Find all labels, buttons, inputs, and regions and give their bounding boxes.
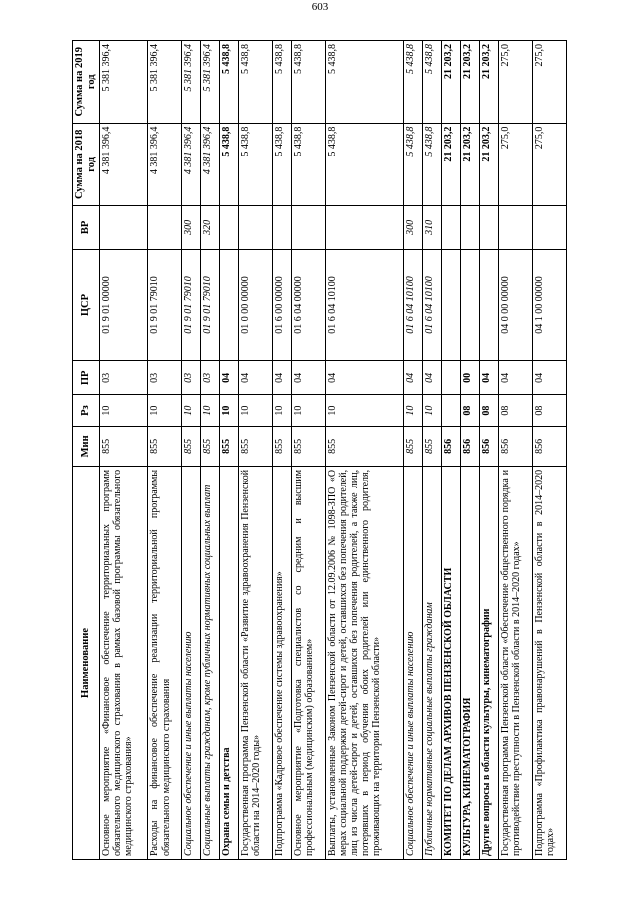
cell-sum-2019: 21 203,2: [442, 41, 461, 124]
header-min: Мин: [73, 426, 100, 466]
cell-name: Расходы на финансовое обеспечение реализации территориальной программы обязательного медицинского страхования: [148, 466, 182, 859]
cell-sum-2019: 5 438,8: [220, 41, 239, 124]
cell-csr: 01 6 00 00000: [272, 249, 291, 361]
cell-name: КОМИТЕТ ПО ДЕЛАМ АРХИВОВ ПЕНЗЕНСКОЙ ОБЛАСТИ: [442, 466, 461, 859]
cell-pr: 04: [325, 361, 404, 395]
cell-sum-2019: 5 381 396,4: [148, 41, 182, 124]
cell-pr: 03: [182, 361, 201, 395]
cell-sum-2018: 5 438,8: [404, 123, 423, 206]
cell-rz: 08: [532, 395, 566, 427]
cell-sum-2019: 21 203,2: [480, 41, 499, 124]
rotated-table-container: [72, 40, 567, 860]
cell-vr: [461, 206, 480, 250]
cell-min: 855: [148, 426, 182, 466]
cell-name: Охрана семьи и детства: [220, 466, 239, 859]
cell-rz: 10: [325, 395, 404, 427]
cell-pr: 03: [148, 361, 182, 395]
cell-min: 855: [272, 426, 291, 466]
header-sum-2019: Сумма на 2019 год: [73, 41, 100, 124]
cell-csr: 01 6 04 10100: [404, 249, 423, 361]
cell-vr: [325, 206, 404, 250]
table-row: [423, 41, 442, 860]
cell-sum-2018: 5 438,8: [220, 123, 239, 206]
cell-name: Подпрограмма «Профилактика правонарушений в Пензенской области в 2014–2020 годах»: [532, 466, 566, 859]
cell-csr: [480, 249, 499, 361]
cell-rz: 10: [201, 395, 220, 427]
table-row: [220, 41, 239, 860]
cell-name: КУЛЬТУРА, КИНЕМАТОГРАФИЯ: [461, 466, 480, 859]
cell-csr: 01 6 04 10100: [325, 249, 404, 361]
cell-sum-2018: 5 438,8: [325, 123, 404, 206]
cell-vr: 300: [404, 206, 423, 250]
budget-table: [72, 40, 567, 860]
cell-vr: [499, 206, 533, 250]
cell-rz: 10: [404, 395, 423, 427]
cell-pr: 03: [201, 361, 220, 395]
cell-sum-2018: 5 438,8: [291, 123, 325, 206]
cell-sum-2019: 5 381 396,4: [182, 41, 201, 124]
cell-rz: 08: [480, 395, 499, 427]
cell-sum-2019: 5 438,8: [291, 41, 325, 124]
cell-csr: 01 6 04 00000: [291, 249, 325, 361]
cell-rz: [442, 395, 461, 427]
cell-sum-2019: 275,0: [532, 41, 566, 124]
cell-min: 855: [220, 426, 239, 466]
header-csr: ЦСР: [73, 249, 100, 361]
cell-sum-2018: 5 438,8: [239, 123, 273, 206]
cell-pr: 04: [291, 361, 325, 395]
header-rz: Рз: [73, 395, 100, 427]
cell-pr: 00: [461, 361, 480, 395]
table-row: [532, 41, 566, 860]
table-row: [480, 41, 499, 860]
cell-sum-2018: 21 203,2: [461, 123, 480, 206]
cell-sum-2019: 21 203,2: [461, 41, 480, 124]
cell-sum-2019: 5 381 396,4: [201, 41, 220, 124]
cell-rz: 10: [423, 395, 442, 427]
cell-csr: 01 9 01 79010: [148, 249, 182, 361]
cell-min: 856: [442, 426, 461, 466]
cell-name: Другие вопросы в области культуры, кинематографии: [480, 466, 499, 859]
table-row: [404, 41, 423, 860]
cell-vr: [220, 206, 239, 250]
cell-vr: [99, 206, 148, 250]
cell-min: 855: [325, 426, 404, 466]
cell-pr: 04: [480, 361, 499, 395]
table-row: [272, 41, 291, 860]
cell-name: Подпрограмма «Кадровое обеспечение системы здравоохранения»: [272, 466, 291, 859]
cell-sum-2018: 4 381 396,4: [182, 123, 201, 206]
cell-min: 856: [461, 426, 480, 466]
cell-pr: 03: [99, 361, 148, 395]
cell-csr: 01 9 01 79010: [201, 249, 220, 361]
cell-name: Социальные выплаты гражданам, кроме публичных нормативных социальных выплат: [201, 466, 220, 859]
cell-name: Социальное обеспечение и иные выплаты населению: [404, 466, 423, 859]
cell-rz: 10: [148, 395, 182, 427]
cell-vr: 310: [423, 206, 442, 250]
table-row: [201, 41, 220, 860]
cell-csr: 01 9 01 00000: [99, 249, 148, 361]
cell-vr: 300: [182, 206, 201, 250]
cell-min: 855: [99, 426, 148, 466]
cell-vr: [239, 206, 273, 250]
cell-vr: [272, 206, 291, 250]
cell-rz: 10: [220, 395, 239, 427]
cell-rz: 10: [99, 395, 148, 427]
cell-min: 856: [480, 426, 499, 466]
cell-sum-2018: 275,0: [532, 123, 566, 206]
cell-sum-2018: 275,0: [499, 123, 533, 206]
cell-name: Государственная программа Пензенской области «Развитие здравоохранения Пензенской области на 2014–2020 годы»: [239, 466, 273, 859]
cell-rz: 08: [461, 395, 480, 427]
cell-sum-2018: 5 438,8: [423, 123, 442, 206]
cell-sum-2018: 21 203,2: [442, 123, 461, 206]
cell-name: Основное мероприятие «Финансовое обеспечение территориальных программ обязательного медицинского страхования в рамках базовой программы обязательного медицинского страхования»: [99, 466, 148, 859]
cell-vr: [291, 206, 325, 250]
cell-min: 855: [201, 426, 220, 466]
cell-csr: [220, 249, 239, 361]
cell-name: Основное мероприятие «Подготовка специалистов со средним и высшим профессиональным (медицинским) образованием»: [291, 466, 325, 859]
cell-csr: 01 6 04 10100: [423, 249, 442, 361]
header-sum-2018: Сумма на 2018 год: [73, 123, 100, 206]
table-row: [325, 41, 404, 860]
cell-sum-2019: 5 381 396,4: [99, 41, 148, 124]
table-row: [442, 41, 461, 860]
cell-pr: 04: [499, 361, 533, 395]
cell-name: Государственная программа Пензенской области «Обеспечение общественного порядка и противодействие преступности в Пензенской области в 2014–2020 годах»: [499, 466, 533, 859]
cell-pr: 04: [220, 361, 239, 395]
table-body: [99, 41, 567, 860]
cell-sum-2019: 5 438,8: [404, 41, 423, 124]
cell-pr: 04: [404, 361, 423, 395]
table-row: [99, 41, 148, 860]
cell-sum-2019: 5 438,8: [423, 41, 442, 124]
table-row: [499, 41, 533, 860]
table-row: [461, 41, 480, 860]
cell-rz: 10: [239, 395, 273, 427]
cell-csr: 01 0 00 00000: [239, 249, 273, 361]
header-vr: ВР: [73, 206, 100, 250]
cell-pr: [442, 361, 461, 395]
cell-rz: 10: [182, 395, 201, 427]
cell-sum-2019: 275,0: [499, 41, 533, 124]
cell-csr: [442, 249, 461, 361]
cell-csr: [461, 249, 480, 361]
table-row: [148, 41, 182, 860]
cell-min: 856: [532, 426, 566, 466]
cell-vr: [480, 206, 499, 250]
table-row: [239, 41, 273, 860]
cell-sum-2018: 4 381 396,4: [201, 123, 220, 206]
header-name: Наименование: [73, 466, 100, 859]
cell-sum-2018: 4 381 396,4: [99, 123, 148, 206]
cell-rz: 10: [291, 395, 325, 427]
cell-sum-2018: 4 381 396,4: [148, 123, 182, 206]
cell-csr: 01 9 01 79010: [182, 249, 201, 361]
cell-name: Публичные нормативные социальные выплаты гражданам: [423, 466, 442, 859]
cell-rz: 08: [499, 395, 533, 427]
cell-pr: 04: [272, 361, 291, 395]
page-number: 603: [311, 1, 329, 13]
cell-vr: [442, 206, 461, 250]
cell-vr: [532, 206, 566, 250]
cell-rz: 10: [272, 395, 291, 427]
cell-vr: [148, 206, 182, 250]
cell-pr: 04: [239, 361, 273, 395]
cell-vr: 320: [201, 206, 220, 250]
cell-min: 855: [239, 426, 273, 466]
cell-min: 856: [499, 426, 533, 466]
header-pr: ПР: [73, 361, 100, 395]
cell-min: 855: [182, 426, 201, 466]
table-header-row: [73, 41, 100, 860]
cell-min: 855: [291, 426, 325, 466]
cell-sum-2019: 5 438,8: [325, 41, 404, 124]
cell-sum-2018: 21 203,2: [480, 123, 499, 206]
cell-sum-2018: 5 438,8: [272, 123, 291, 206]
cell-min: 855: [423, 426, 442, 466]
cell-sum-2019: 5 438,8: [239, 41, 273, 124]
cell-min: 855: [404, 426, 423, 466]
cell-name: Выплаты, установленные Законом Пензенской области от 12.09.2006 № 1098-ЗПО «О мерах социальной поддержки детей-сирот и детей, оставшихся без попечения родителей, лиц из числа детей-сирот и детей, оставшихся без попечения родителей, а также лиц, потерявших в период обучения обоих родителей или единственного родителя, проживающих на территории Пензенской области»: [325, 466, 404, 859]
cell-pr: 04: [532, 361, 566, 395]
cell-pr: 04: [423, 361, 442, 395]
cell-csr: 04 0 00 00000: [499, 249, 533, 361]
cell-csr: 04 1 00 00000: [532, 249, 566, 361]
table-row: [182, 41, 201, 860]
table-row: [291, 41, 325, 860]
cell-sum-2019: 5 438,8: [272, 41, 291, 124]
cell-name: Социальное обеспечение и иные выплаты населению: [182, 466, 201, 859]
